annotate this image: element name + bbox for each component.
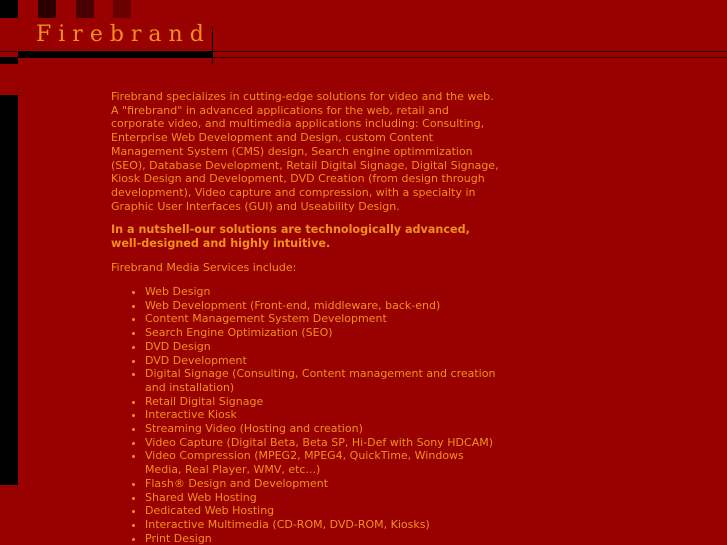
service-item: • DVD Design bbox=[145, 340, 503, 354]
left-strip-main bbox=[0, 95, 18, 485]
header-line-bottom bbox=[212, 57, 727, 58]
left-strip-top bbox=[0, 0, 18, 18]
header-divider bbox=[212, 27, 213, 64]
service-item: • Digital Signage (Consulting, Content management and creation and installation) bbox=[145, 367, 503, 394]
decor-square-2 bbox=[76, 0, 94, 18]
decor-square-3 bbox=[113, 0, 131, 18]
service-item: • Content Management System Development bbox=[145, 312, 503, 326]
service-item: • Shared Web Hosting bbox=[145, 491, 503, 505]
decor-square-1 bbox=[38, 0, 56, 18]
tagline: In a nutshell-our solutions are technologically advanced, well-designed and highly intuitive. bbox=[111, 223, 470, 251]
service-item: • Print Design bbox=[145, 532, 503, 545]
service-item: • Video Compression (MPEG2, MPEG4, QuickTime, Windows Media, Real Player, WMV, etc...) bbox=[145, 449, 503, 476]
service-item: • Web Development (Front-end, middleware, back-end) bbox=[145, 299, 503, 313]
service-item: • DVD Development bbox=[145, 354, 503, 368]
left-strip-mid bbox=[0, 57, 18, 64]
service-item: • Search Engine Optimization (SEO) bbox=[145, 326, 503, 340]
main-content bbox=[111, 90, 503, 545]
service-item: • Streaming Video (Hosting and creation) bbox=[145, 422, 503, 436]
service-item: • Web Design bbox=[145, 285, 503, 299]
intro-paragraph: Firebrand specializes in cutting-edge solutions for video and the web. A "firebrand" in advanced applications for the web, retail and corporate video, and multimedia applications including: Consulting, Enterprise Web Development and Design, custom Content Management System (CMS) design, Search engine optimmization (SEO), Database Development, Retail Digital Signage, Digital Signage, Kiosk Design and Development, DVD Creation (from design through development), Video capture and compression, with a specialty in Graphic User Interfaces (GUI) and Useability Design. bbox=[111, 90, 499, 213]
service-item: • Flash® Design and Development bbox=[145, 477, 503, 491]
service-item: • Video Capture (Digital Beta, Beta SP, Hi-Def with Sony HDCAM) bbox=[145, 436, 503, 450]
header-bar bbox=[18, 51, 212, 58]
logo[interactable]: Firebrand bbox=[36, 22, 211, 47]
service-item: • Retail Digital Signage bbox=[145, 395, 503, 409]
service-item: • Interactive Multimedia (CD-ROM, DVD-ROM, Kiosks) bbox=[145, 518, 503, 532]
services-list bbox=[111, 285, 503, 545]
services-heading: Firebrand Media Services include: bbox=[111, 261, 297, 275]
service-item: • Interactive Kiosk bbox=[145, 408, 503, 422]
service-item: • Dedicated Web Hosting bbox=[145, 504, 503, 518]
